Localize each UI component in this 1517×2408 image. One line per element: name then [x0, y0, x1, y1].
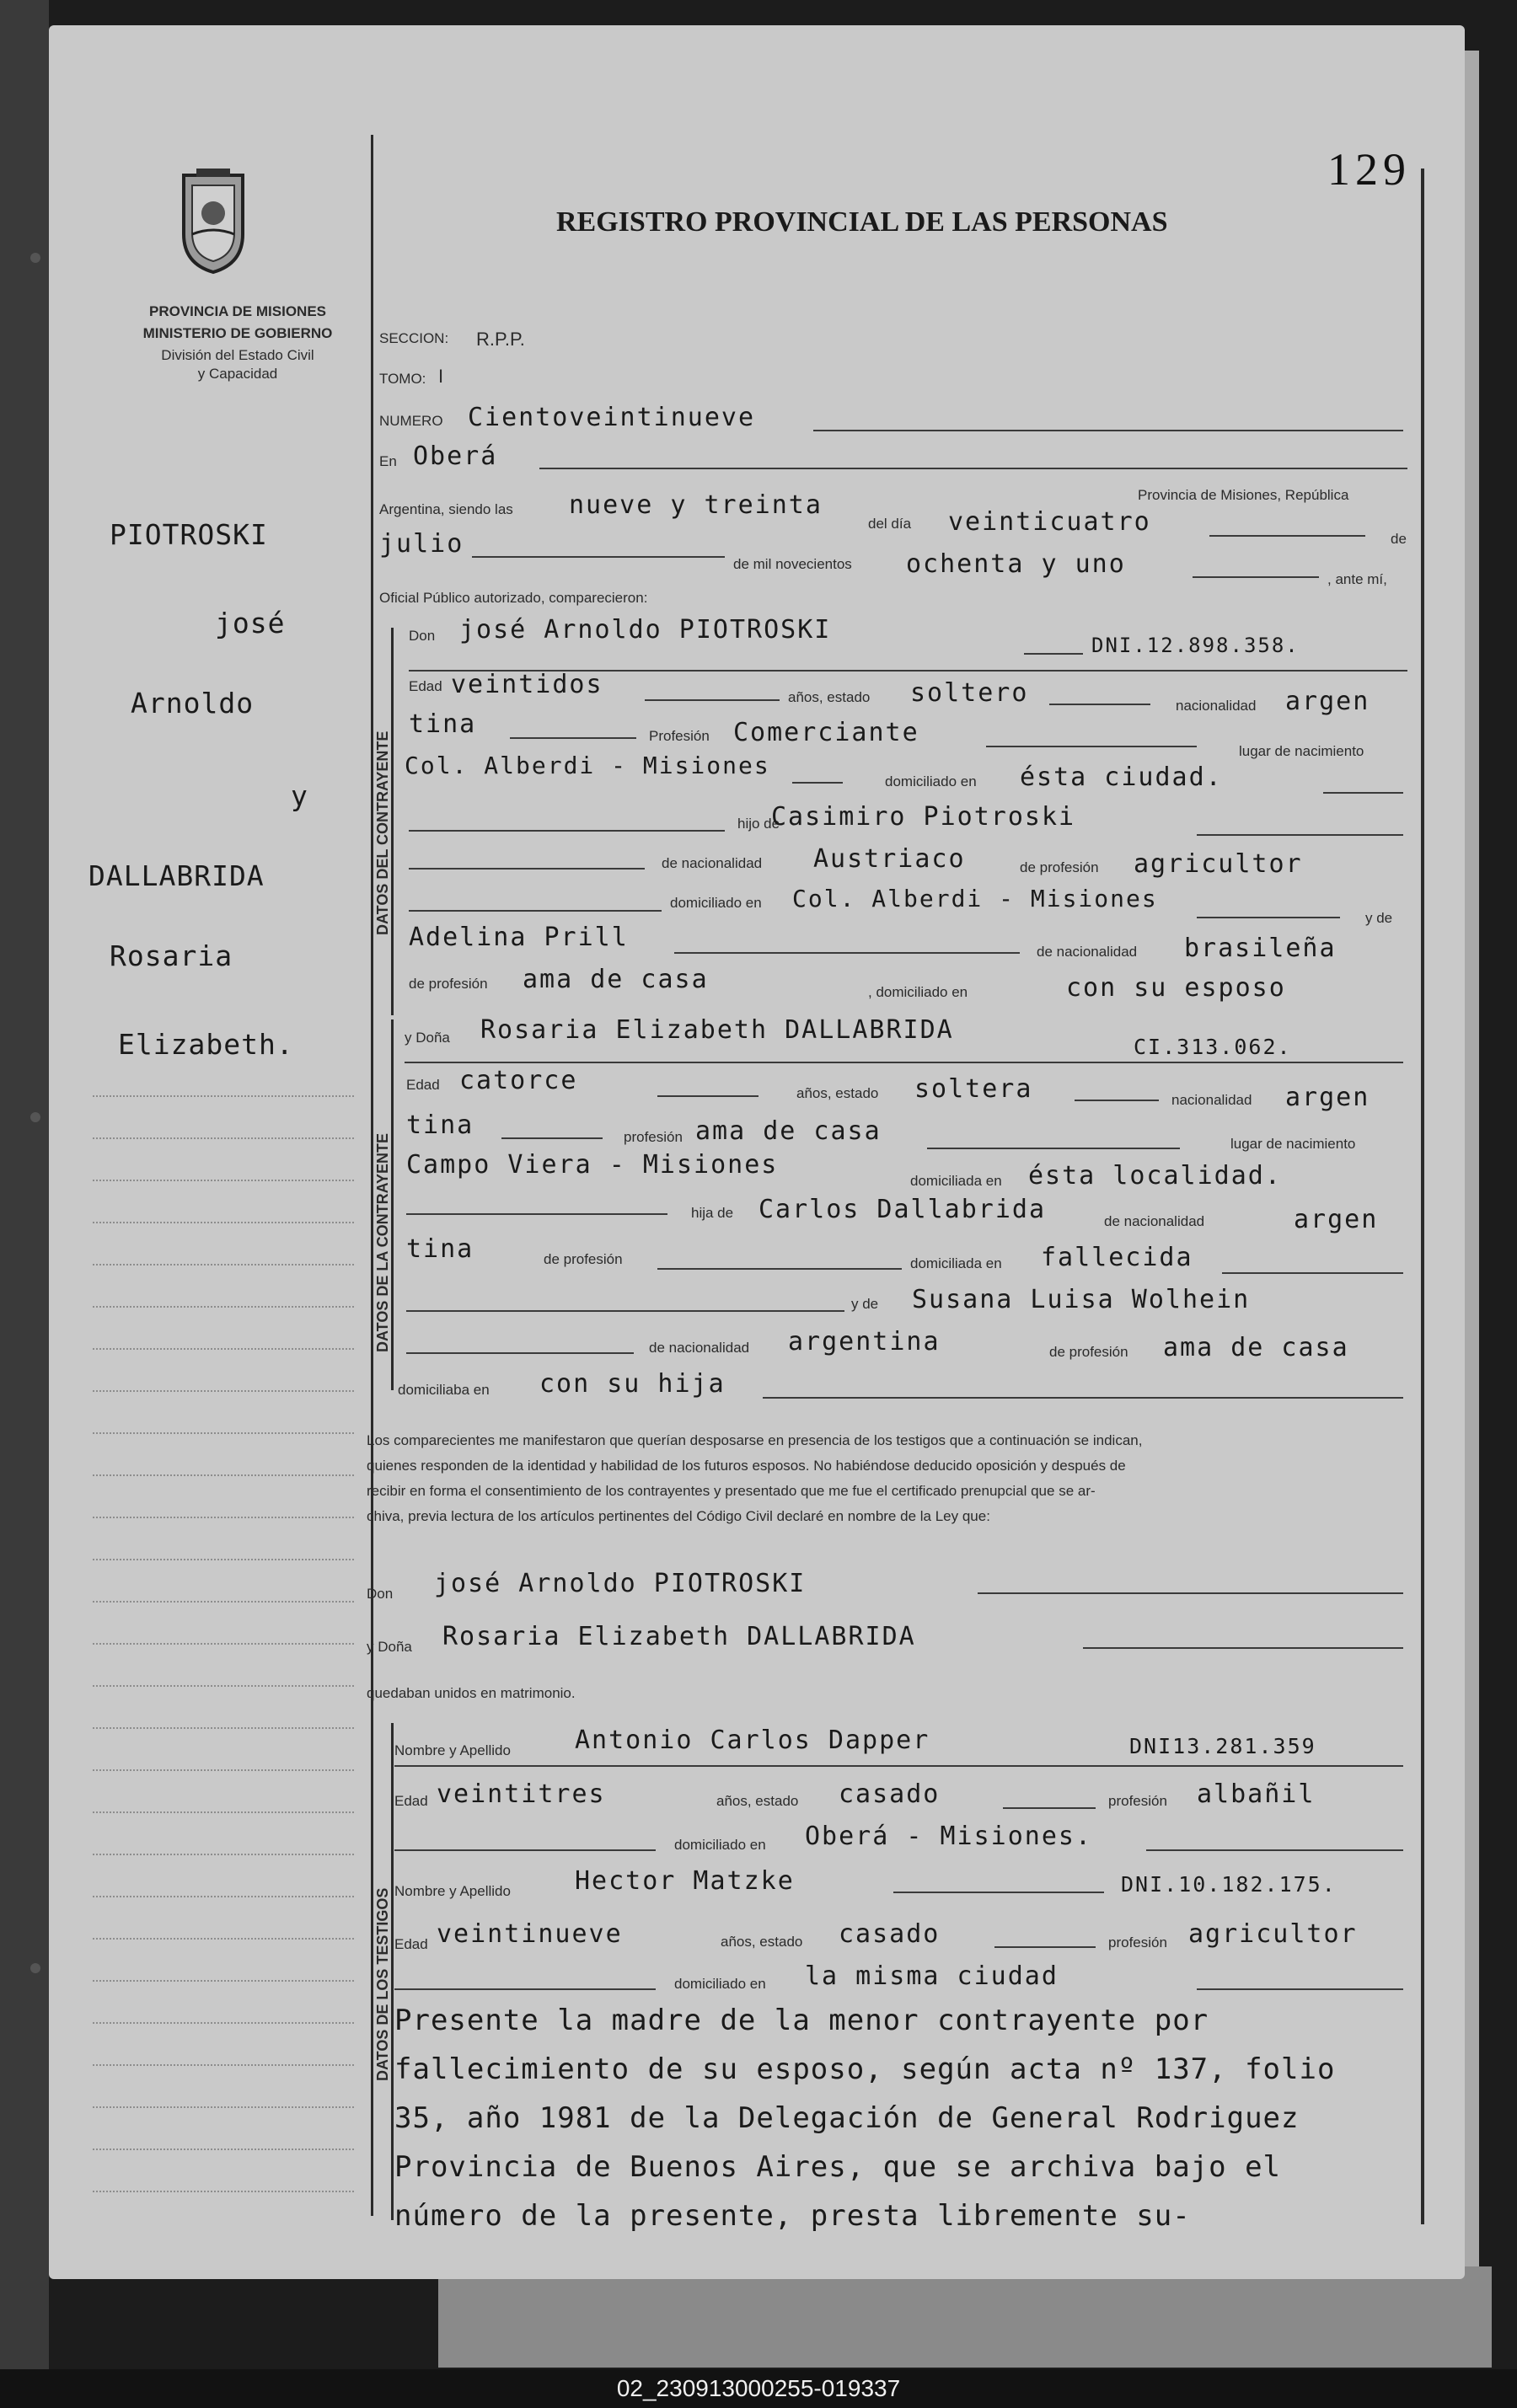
page-number: 129	[1327, 144, 1411, 195]
groom-father-address: Col. Alberdi - Misiones	[792, 885, 1158, 912]
fill-line	[405, 1062, 1403, 1063]
profesion2-label: profesión	[624, 1129, 683, 1145]
margin-line	[93, 2191, 354, 2192]
margin-line	[93, 1264, 354, 1266]
seccion-value: R.P.P.	[476, 329, 525, 350]
de-text: de	[1391, 531, 1407, 547]
mes-value: julio	[379, 529, 464, 559]
bride-father-nationality-1: argen	[1294, 1205, 1379, 1234]
fill-line	[986, 746, 1197, 747]
bride-father-nac-label: de nacionalidad	[1104, 1213, 1205, 1229]
fill-line	[1083, 1647, 1403, 1649]
note-line-1: Presente la madre de la menor contrayente por	[394, 2004, 1209, 2037]
fill-line	[1193, 576, 1319, 578]
fill-line	[501, 1137, 603, 1139]
oficial-text: Oficial Público autorizado, comparecieron:	[379, 590, 648, 606]
bride-birthplace: Campo Viera - Misiones	[406, 1150, 779, 1180]
margin-rule	[371, 135, 373, 2216]
groom-mother-profession: ama de casa	[523, 965, 709, 994]
bride-status: soltera	[914, 1074, 1033, 1104]
bride-father-nationality-2: tina	[406, 1234, 474, 1264]
witness1-age: veintitres	[437, 1779, 606, 1809]
fill-line	[1197, 1988, 1403, 1990]
hijo-de-label: hijo de	[737, 816, 780, 832]
bride-mother-address: con su hija	[539, 1369, 726, 1399]
fill-line	[409, 910, 662, 912]
numero-value: Cientoveintinueve	[468, 403, 756, 432]
fill-line	[1209, 535, 1365, 537]
margin-surname-bride: DALLABRIDA	[88, 859, 265, 892]
fill-line	[657, 1268, 902, 1270]
margin-line	[93, 1727, 354, 1729]
margin-line	[93, 1559, 354, 1560]
margin-name-bride-2: Elizabeth.	[118, 1028, 294, 1061]
en-value: Oberá	[413, 441, 498, 471]
margin-line	[93, 1095, 354, 1097]
father-nac-label: de nacionalidad	[662, 855, 763, 871]
groom-mother: Adelina Prill	[409, 923, 629, 952]
witness2-age: veintinueve	[437, 1919, 623, 1949]
nacionalidad-label: nacionalidad	[1176, 698, 1257, 714]
fill-line	[1075, 1100, 1159, 1101]
margin-line	[93, 2148, 354, 2150]
t1-dom-label: domiciliado en	[674, 1837, 766, 1853]
groom-mother-nationality: brasileña	[1184, 934, 1337, 963]
bride-age: catorce	[459, 1066, 578, 1095]
t2-prof-label: profesión	[1108, 1934, 1167, 1950]
note-line-4: Provincia de Buenos Aires, que se archiva bajo el	[394, 2150, 1282, 2184]
fill-line	[510, 737, 636, 739]
witness2-status: casado	[839, 1919, 941, 1949]
org-ministry: MINISTERIO DE GOBIERNO	[142, 325, 333, 341]
margin-surname-groom: PIOTROSKI	[110, 518, 268, 551]
lugar2-label: lugar de nacimiento	[1230, 1136, 1356, 1152]
groom-dni: DNI.12.898.358.	[1091, 634, 1300, 657]
fill-line	[394, 1988, 656, 1990]
fill-line	[409, 868, 645, 870]
fill-line	[645, 699, 780, 701]
witness1-name: Antonio Carlos Dapper	[575, 1726, 930, 1755]
groom-birthplace: Col. Alberdi - Misiones	[405, 752, 770, 779]
groom-father-nationality: Austriaco	[813, 844, 966, 874]
bride-father-prof-label: de profesión	[544, 1251, 623, 1267]
margin-line	[93, 2064, 354, 2066]
bride-name: Rosaria Elizabeth DALLABRIDA	[480, 1015, 954, 1045]
margin-line	[93, 2022, 354, 2024]
bride-father: Carlos Dallabrida	[758, 1195, 1047, 1224]
seccion-label: SECCION:	[379, 330, 449, 346]
binder-hole	[30, 1112, 40, 1122]
note-line-2: fallecimiento de su esposo, según acta nº 137, folio	[394, 2052, 1336, 2086]
t1-anios-label: años, estado	[716, 1793, 799, 1809]
mother-nac-label: de nacionalidad	[1037, 944, 1138, 960]
edad-label: Edad	[409, 678, 442, 694]
margin-line	[93, 1390, 354, 1392]
declaration-line-4: chiva, previa lectura de los artículos pertinentes del Código Civil declaré en nombre de la Ley que:	[367, 1508, 990, 1524]
bride-nationality-2: tina	[406, 1110, 474, 1140]
bride-ci: CI.313.062.	[1134, 1035, 1292, 1059]
nac2-label: nacionalidad	[1171, 1092, 1252, 1108]
margin-line	[93, 1811, 354, 1813]
mother-dom-label: , domiciliado en	[868, 984, 968, 1000]
fill-line	[406, 1213, 667, 1215]
groom-father-profession: agricultor	[1134, 849, 1303, 879]
page-title: REGISTRO PROVINCIAL DE LAS PERSONAS	[556, 206, 1168, 238]
witness2-address: la misma ciudad	[805, 1961, 1059, 1991]
margin-line	[93, 1769, 354, 1771]
t2-dom-label: domiciliado en	[674, 1976, 766, 1992]
fill-line	[657, 1095, 758, 1097]
fill-line	[409, 830, 725, 832]
binder-hole	[30, 1963, 40, 1973]
groom-father: Casimiro Piotroski	[771, 802, 1076, 832]
t1-prof-label: profesión	[1108, 1793, 1167, 1809]
bride-mother-nac-label: de nacionalidad	[649, 1340, 750, 1356]
t1-name-label: Nombre y Apellido	[394, 1742, 511, 1758]
y-de2-label: y de	[851, 1296, 879, 1312]
fill-line	[472, 556, 725, 558]
bride-mother-prof-label: de profesión	[1049, 1344, 1128, 1360]
bride-father-dom-label: domiciliada en	[910, 1255, 1002, 1271]
father-dom-label: domiciliado en	[670, 895, 762, 911]
side-label-testigos: DATOS DE LOS TESTIGOS	[374, 1887, 391, 2081]
fill-line	[893, 1892, 1104, 1893]
groom-name: josé Arnoldo PIOTROSKI	[459, 615, 832, 645]
fill-line	[406, 1310, 844, 1312]
bride-mother: Susana Luisa Wolhein	[912, 1285, 1251, 1314]
edad2-label: Edad	[406, 1077, 440, 1093]
bride-mother-dom-label: domiciliaba en	[398, 1382, 490, 1398]
binder-hole	[30, 253, 40, 263]
org-division-2: y Capacidad	[197, 366, 278, 382]
unidos-text: quedaban unidos en matrimonio.	[367, 1685, 576, 1701]
margin-name-groom-1: josé	[215, 607, 286, 639]
groom-status: soltero	[910, 678, 1029, 708]
hija-de-label: hija de	[691, 1205, 734, 1221]
witness1-dni: DNI13.281.359	[1129, 1734, 1316, 1758]
margin-line	[93, 1306, 354, 1308]
fill-line	[978, 1592, 1403, 1594]
margin-name-groom-2: Arnoldo	[131, 687, 255, 720]
margin-line	[93, 1896, 354, 1897]
groom-nationality-2: tina	[409, 709, 477, 739]
declaration-line-2: quienes responden de la identidad y habilidad de los futuros esposos. No habiéndose deducido oposición y después de	[367, 1458, 1126, 1474]
tomo-value: I	[438, 366, 444, 387]
provincia-text: Provincia de Misiones, República	[1138, 487, 1349, 503]
anio-value: ochenta y uno	[906, 549, 1126, 579]
t2-edad-label: Edad	[394, 1936, 428, 1952]
fill-line	[1197, 917, 1340, 918]
fill-line	[994, 1946, 1096, 1948]
tomo-label: TOMO:	[379, 371, 426, 387]
t2-name-label: Nombre y Apellido	[394, 1883, 511, 1899]
margin-line	[93, 1517, 354, 1518]
org-province: PROVINCIA DE MISIONES	[148, 303, 326, 319]
margin-line	[93, 1685, 354, 1687]
bride-mother-nationality: argentina	[788, 1327, 941, 1357]
margin-line	[93, 1643, 354, 1645]
anios-estado-label: años, estado	[788, 689, 871, 705]
right-rule	[1421, 169, 1424, 2224]
fill-line	[1146, 1849, 1403, 1851]
fill-line	[1197, 834, 1403, 836]
fill-line	[1222, 1272, 1403, 1274]
side-label-contrayente2: DATOS DE LA CONTRAYENTE	[374, 1132, 391, 1352]
margin-line	[93, 1180, 354, 1181]
domiciliado-label: domiciliado en	[885, 773, 977, 789]
margin-line	[93, 2106, 354, 2108]
margin-line	[93, 1938, 354, 1940]
t1-edad-label: Edad	[394, 1793, 428, 1809]
margin-line	[93, 1348, 354, 1350]
y-de-label: y de	[1365, 910, 1393, 926]
margin-line	[93, 1980, 354, 1982]
declaration-line-3: recibir en forma el consentimiento de los contrayentes y presentado que me fue el certificado prenupcial que se ar-	[367, 1483, 1096, 1499]
fill-line	[792, 782, 843, 784]
en-label: En	[379, 453, 397, 469]
decl-dona-label: y Doña	[367, 1639, 412, 1655]
fill-line	[406, 1352, 634, 1354]
margin-line	[93, 1474, 354, 1476]
don-label: Don	[409, 628, 436, 644]
book-spine-shadow	[0, 0, 49, 2408]
groom-age: veintidos	[451, 670, 603, 699]
bride-nationality-1: argen	[1285, 1083, 1370, 1112]
decl-bride-name: Rosaria Elizabeth DALLABRIDA	[442, 1622, 916, 1651]
lugar-nacimiento-label: lugar de nacimiento	[1239, 743, 1364, 759]
margin-line	[93, 1222, 354, 1223]
witness2-dni: DNI.10.182.175.	[1121, 1872, 1337, 1897]
fill-line	[813, 430, 1403, 431]
groom-nationality-1: argen	[1285, 687, 1370, 716]
scan-caption: 02_230913000255-019337	[0, 2369, 1517, 2408]
groom-mother-address: con su esposo	[1066, 973, 1286, 1003]
provincial-seal-icon	[175, 167, 251, 276]
bride-mother-profession: ama de casa	[1163, 1333, 1349, 1362]
argentina-text: Argentina, siendo las	[379, 501, 513, 517]
fill-line	[1024, 653, 1083, 655]
numero-label: NUMERO	[379, 413, 443, 429]
mil-text: de mil novecientos	[733, 556, 852, 572]
fill-line	[674, 952, 1020, 954]
fill-line	[394, 1765, 1403, 1767]
fill-line	[394, 1849, 656, 1851]
declaration-paragraph	[367, 1428, 1403, 1529]
margin-line	[93, 1601, 354, 1603]
decl-don-label: Don	[367, 1586, 394, 1602]
t2-anios-label: años, estado	[721, 1934, 803, 1950]
note-line-3: 35, año 1981 de la Delegación de General Rodriguez	[394, 2101, 1300, 2135]
org-division: División del Estado Civil	[161, 347, 314, 363]
fill-line	[1323, 792, 1403, 794]
witness1-status: casado	[839, 1779, 941, 1809]
margin-name-bride-1: Rosaria	[110, 939, 233, 972]
note-line-5: número de la presente, presta libremente su-	[394, 2199, 1191, 2233]
del-dia-text: del día	[868, 516, 912, 532]
groom-address: ésta ciudad.	[1020, 763, 1223, 792]
mother-prof-label: de profesión	[409, 976, 488, 992]
bride-address: ésta localidad.	[1028, 1161, 1282, 1191]
witness2-name: Hector Matzke	[575, 1866, 795, 1896]
witness1-profession: albañil	[1197, 1779, 1316, 1809]
groom-profession: Comerciante	[733, 718, 919, 747]
dia-value: veinticuatro	[948, 507, 1151, 537]
witness2-profession: agricultor	[1188, 1919, 1358, 1949]
declaration-line-1: Los comparecientes me manifestaron que querían desposarse en presencia de los testigos que a continuación se indican,	[367, 1432, 1143, 1448]
side-label-contrayente: DATOS DEL CONTRAYENTE	[374, 730, 391, 935]
dona-label: y Doña	[405, 1030, 450, 1046]
ante-text: , ante mí,	[1327, 571, 1387, 587]
decl-groom-name: josé Arnoldo PIOTROSKI	[434, 1569, 807, 1598]
profesion-label: Profesión	[649, 728, 710, 744]
witness1-address: Oberá - Misiones.	[805, 1822, 1093, 1851]
fill-line	[539, 468, 1407, 469]
book-bottom-edge	[438, 2266, 1492, 2368]
fill-line	[1003, 1807, 1096, 1809]
fill-line	[1049, 704, 1150, 705]
bride-father-address: fallecida	[1041, 1243, 1193, 1272]
hora-value: nueve y treinta	[569, 490, 823, 520]
margin-line	[93, 1854, 354, 1855]
margin-line	[93, 1432, 354, 1434]
bride-profession: ama de casa	[695, 1116, 882, 1146]
father-prof-label: de profesión	[1020, 859, 1099, 875]
domiciliada-label: domiciliada en	[910, 1173, 1002, 1189]
fill-line	[763, 1397, 1403, 1399]
fill-line	[927, 1148, 1180, 1149]
margin-line	[93, 1137, 354, 1139]
anios2-label: años, estado	[796, 1085, 879, 1101]
margin-and: y	[291, 779, 308, 812]
